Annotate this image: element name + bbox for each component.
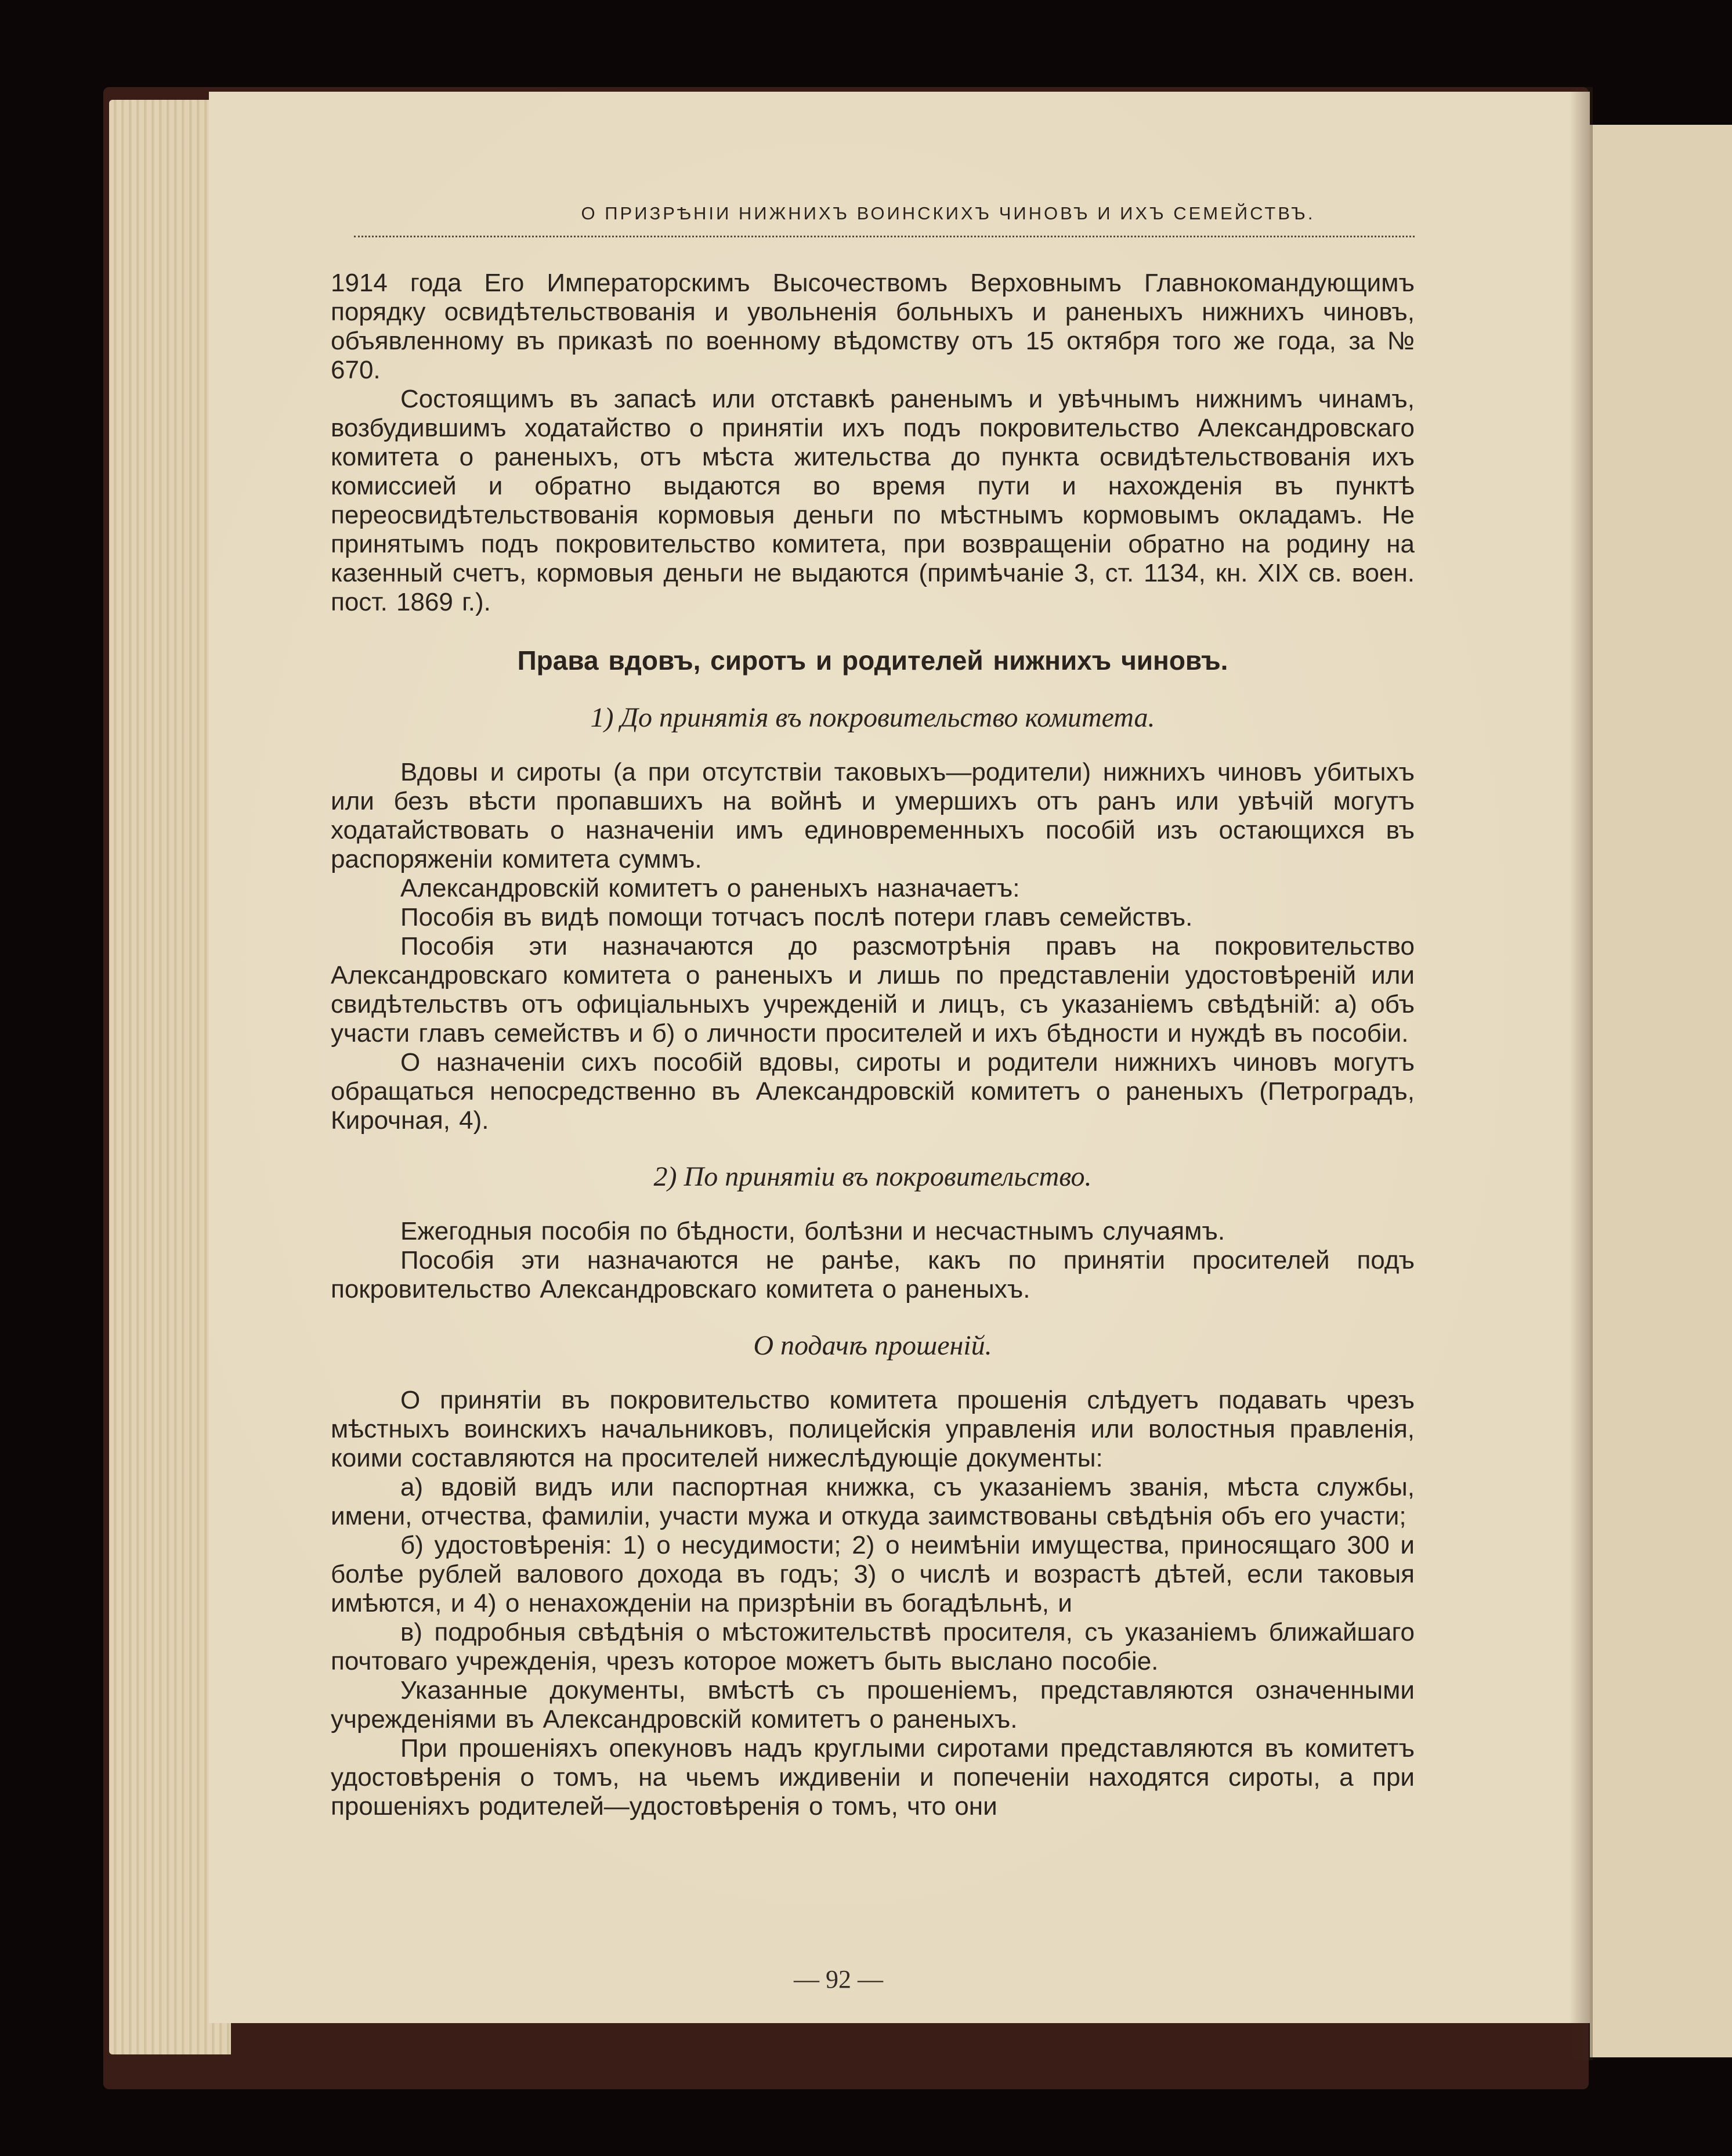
next-page-edge	[1590, 125, 1732, 2057]
paragraph: Пособія эти назначаются до разсмотрѣнія правъ на покровительство Александровскаго комитета о раненыхъ и лишь по представленіи удостовѣреній или свидѣтельствъ отъ офиціальныхъ учрежденій и лицъ, съ указаніемъ свѣдѣній: а) объ участи главъ семействъ и б) о личности просителей и ихъ бѣдности и нуждѣ въ пособіи.	[331, 932, 1415, 1048]
paragraph: Ежегодныя пособія по бѣдности, болѣзни и несчастнымъ случаямъ.	[400, 1217, 1225, 1245]
paragraph: Александровскій комитетъ о раненыхъ назначаетъ:	[400, 874, 1020, 902]
section-heading: Права вдовъ, сиротъ и родителей нижнихъ чиновъ.	[517, 645, 1228, 676]
paragraph: Указанные документы, вмѣстѣ съ прошеніемъ, представляются означенными учрежденіями въ Александровскій комитетъ о раненыхъ.	[331, 1676, 1415, 1734]
paragraph: Пособія въ видѣ помощи тотчасъ послѣ потери главъ семействъ.	[400, 903, 1193, 931]
paragraph: а) вдовій видъ или паспортная книжка, съ указаніемъ званія, мѣста службы, имени, отчества, фамиліи, участи мужа и откуда заимствованы свѣдѣнія объ его участи;	[331, 1473, 1415, 1530]
subsection-heading: 2) По принятіи въ покровительство.	[653, 1161, 1092, 1192]
paragraph: 1914 года Его Императорскимъ Высочествомъ Верховнымъ Главнокомандующимъ порядку освидѣтельствованія и увольненія больныхъ и раненыхъ нижнихъ чиновъ, объявленному въ приказѣ по военному вѣдомству отъ 15 октября того же года, за № 670.	[331, 269, 1415, 384]
paragraph: в) подробныя свѣдѣнія о мѣстожительствѣ просителя, съ указаніемъ ближайшаго почтоваго учрежденія, чрезъ которое можетъ быть выслано пособіе.	[331, 1618, 1415, 1675]
paragraph: Пособія эти назначаются не ранѣе, какъ по принятіи просителей подъ покровительство Александровскаго комитета о раненыхъ.	[331, 1246, 1415, 1303]
running-header: О ПРИЗРѢНІИ НИЖНИХЪ ВОИНСКИХЪ ЧИНОВЪ И ИХЪ СЕМЕЙСТВЪ.	[354, 189, 1415, 237]
paragraph: О принятіи въ покровительство комитета прошенія слѣдуетъ подавать чрезъ мѣстныхъ воинскихъ начальниковъ, полицейскія управленія или волостныя правленія, коими составляются на просителей нижеслѣдующіе документы:	[331, 1386, 1415, 1472]
gutter-shadow	[1570, 87, 1593, 2060]
paragraph: О назначеніи сихъ пособій вдовы, сироты и родители нижнихъ чиновъ могутъ обращаться непосредственно въ Александровскій комитетъ о раненыхъ (Петроградъ, Кирочная, 4).	[331, 1048, 1415, 1135]
page-number: — 92 —	[794, 1965, 883, 1994]
paragraph: б) удостовѣренія: 1) о несудимости; 2) о неимѣніи имущества, приносящаго 300 и болѣе рублей валового дохода въ годъ; 3) о числѣ и возрастѣ дѣтей, если таковыя имѣются, и 4) о ненахожденіи на призрѣніи въ богадѣльнѣ, и	[331, 1531, 1415, 1617]
paragraph: При прошеніяхъ опекуновъ надъ круглыми сиротами представляются въ комитетъ удостовѣренія о томъ, на чьемъ иждивеніи и попеченіи находятся сироты, а при прошеніяхъ родителей—удостовѣренія о томъ, что они	[331, 1734, 1415, 1821]
paragraph: Состоящимъ въ запасѣ или отставкѣ раненымъ и увѣчнымъ нижнимъ чинамъ, возбудившимъ ходатайство о принятіи ихъ подъ покровительство Александровскаго комитета о раненыхъ, отъ мѣста жительства до пункта освидѣтельствованія ихъ комиссией и обратно выдаются во время пути и нахожденія въ пунктѣ переосвидѣтельствованія кормовыя деньги по мѣстнымъ кормовымъ окладамъ. Не принятымъ подъ покровительство комитета, при возвращеніи обратно на родину на казенный счетъ, кормовыя деньги не выдаются (примѣчаніе 3, ст. 1134, кн. XIX св. воен. пост. 1869 г.).	[331, 385, 1415, 616]
page-text	[331, 189, 1415, 1821]
subsection-heading: 1) До принятія въ покровительство комитета.	[590, 702, 1155, 733]
subsection-heading: О подачѣ прошеній.	[753, 1330, 992, 1361]
paragraph: Вдовы и сироты (а при отсутствіи таковыхъ—родители) нижнихъ чиновъ убитыхъ или безъ вѣсти пропавшихъ на войнѣ и умершихъ отъ ранъ или увѣчій могутъ ходатайствовать о назначеніи имъ единовременныхъ пособій изъ остающихся въ распоряженіи комитета суммъ.	[331, 758, 1415, 873]
